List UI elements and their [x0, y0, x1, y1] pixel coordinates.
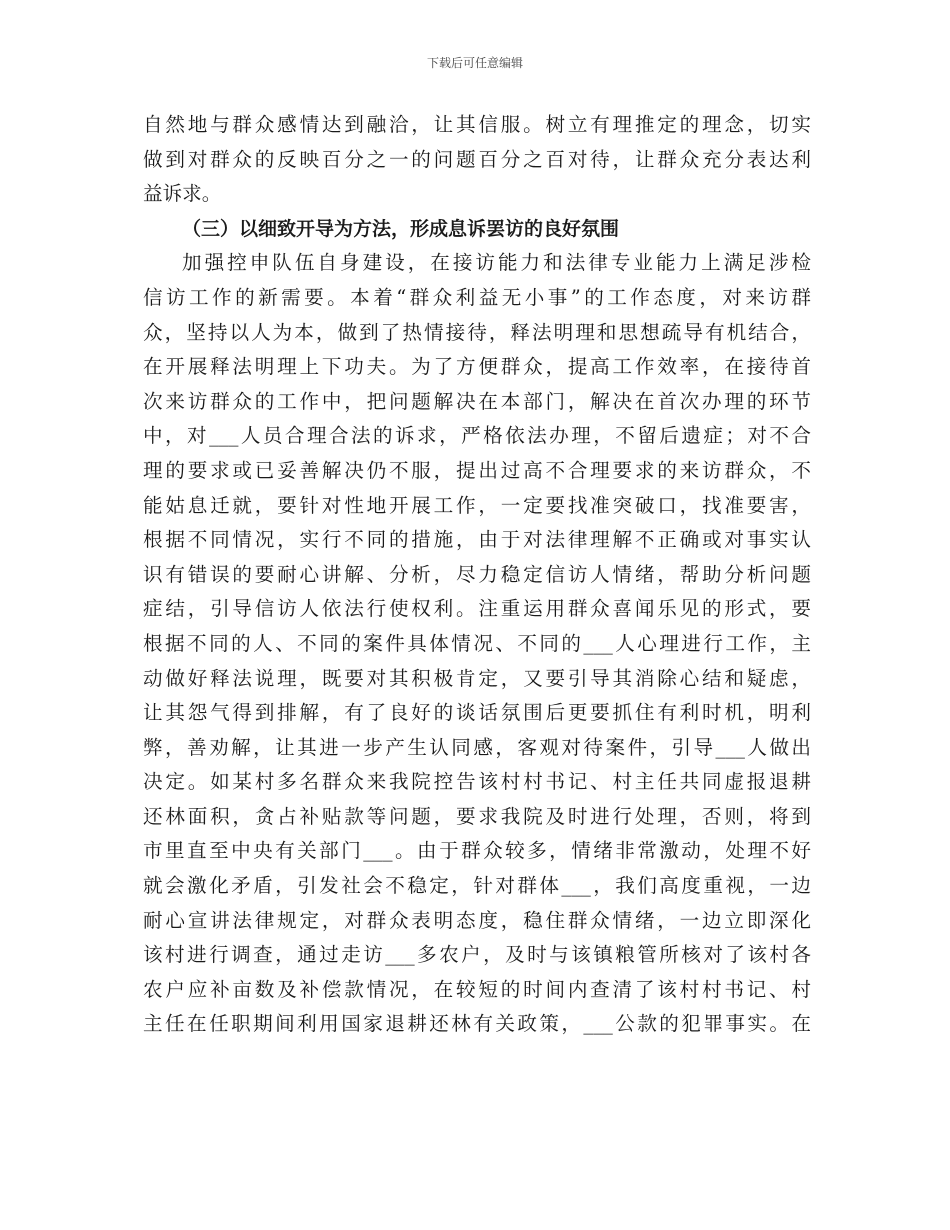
text-line: 自然地与群众感情达到融洽，让其信服。树立有理推定的理念，切实 [143, 113, 811, 136]
text-line: 在开展释法明理上下功夫。为了方便群众，提高工作效率，在接待首 [143, 355, 811, 379]
page-header: 下载后可任意编辑 [426, 56, 523, 70]
document-body [143, 108, 811, 1042]
intro-paragraph [143, 108, 811, 212]
text-line: 弊，善劝解，让其进一步产生认同感，客观对待案件，引导___人做出 [143, 735, 811, 759]
main-paragraph [143, 246, 811, 1042]
text-line: 根据不同情况，实行不同的措施，由于对法律理解不正确或对事实认 [143, 528, 811, 552]
text-line: 能姑息迁就，要针对性地开展工作，一定要找准突破口，找准要害， [143, 493, 811, 517]
text-line: 耐心宣讲法律规定，对群众表明态度，稳住群众情绪，一边立即深化 [143, 908, 811, 932]
text-line: 动做好释法说理，既要对其积极肯定，又要引导其消除心结和疑虑， [143, 666, 811, 690]
text-line: 众，坚持以人为本，做到了热情接待，释法明理和思想疏导有机结合， [143, 320, 811, 344]
text-line: 症结，引导信访人依法行使权利。注重运用群众喜闻乐见的形式，要 [143, 597, 811, 621]
text-line: 理的要求或已妥善解决仍不服，提出过高不合理要求的来访群众，不 [143, 458, 811, 482]
text-line: 做到对群众的反映百分之一的问题百分之百对待，让群众充分表达利 [143, 147, 811, 171]
section-heading: （三）以细致开导为方法，形成息诉罢访的良好氛围 [182, 217, 620, 240]
text-line: 加强控申队伍自身建设，在接访能力和法律专业能力上满足涉检 [182, 251, 811, 275]
text-line: 信访工作的新需要。本着“群众利益无小事”的工作态度，对来访群 [143, 285, 811, 309]
text-line: 决定。如某村多名群众来我院控告该村村书记、村主任共同虚报退耕 [143, 770, 811, 794]
text-line: 次来访群众的工作中，把问题解决在本部门，解决在首次办理的环节 [143, 389, 811, 413]
text-line: 该村进行调查，通过走访___多农户，及时与该镇粮管所核对了该村各 [143, 943, 811, 967]
text-line: 识有错误的要耐心讲解、分析，尽力稳定信访人情绪，帮助分析问题 [143, 562, 811, 586]
text-line: 农户应补亩数及补偿款情况，在较短的时间内查清了该村村书记、村 [143, 977, 811, 1001]
text-line: 还林面积，贪占补贴款等问题，要求我院及时进行处理，否则，将到 [143, 804, 811, 828]
text-line: 主任在任职期间利用国家退耕还林有关政策，___公款的犯罪事实。在 [143, 1012, 811, 1036]
text-line: 根据不同的人、不同的案件具体情况、不同的___人心理进行工作，主 [143, 631, 811, 655]
text-line: 就会激化矛盾，引发社会不稳定，针对群体___，我们高度重视，一边 [143, 874, 811, 898]
text-line: 让其怨气得到排解，有了良好的谈话氛围后更要抓住有利时机，明利 [143, 701, 811, 725]
text-line: 益诉求。 [143, 182, 222, 206]
text-line: 中，对___人员合理合法的诉求，严格依法办理，不留后遗症；对不合 [143, 424, 811, 448]
text-line: 市里直至中央有关部门___。由于群众较多，情绪非常激动，处理不好 [143, 839, 811, 863]
